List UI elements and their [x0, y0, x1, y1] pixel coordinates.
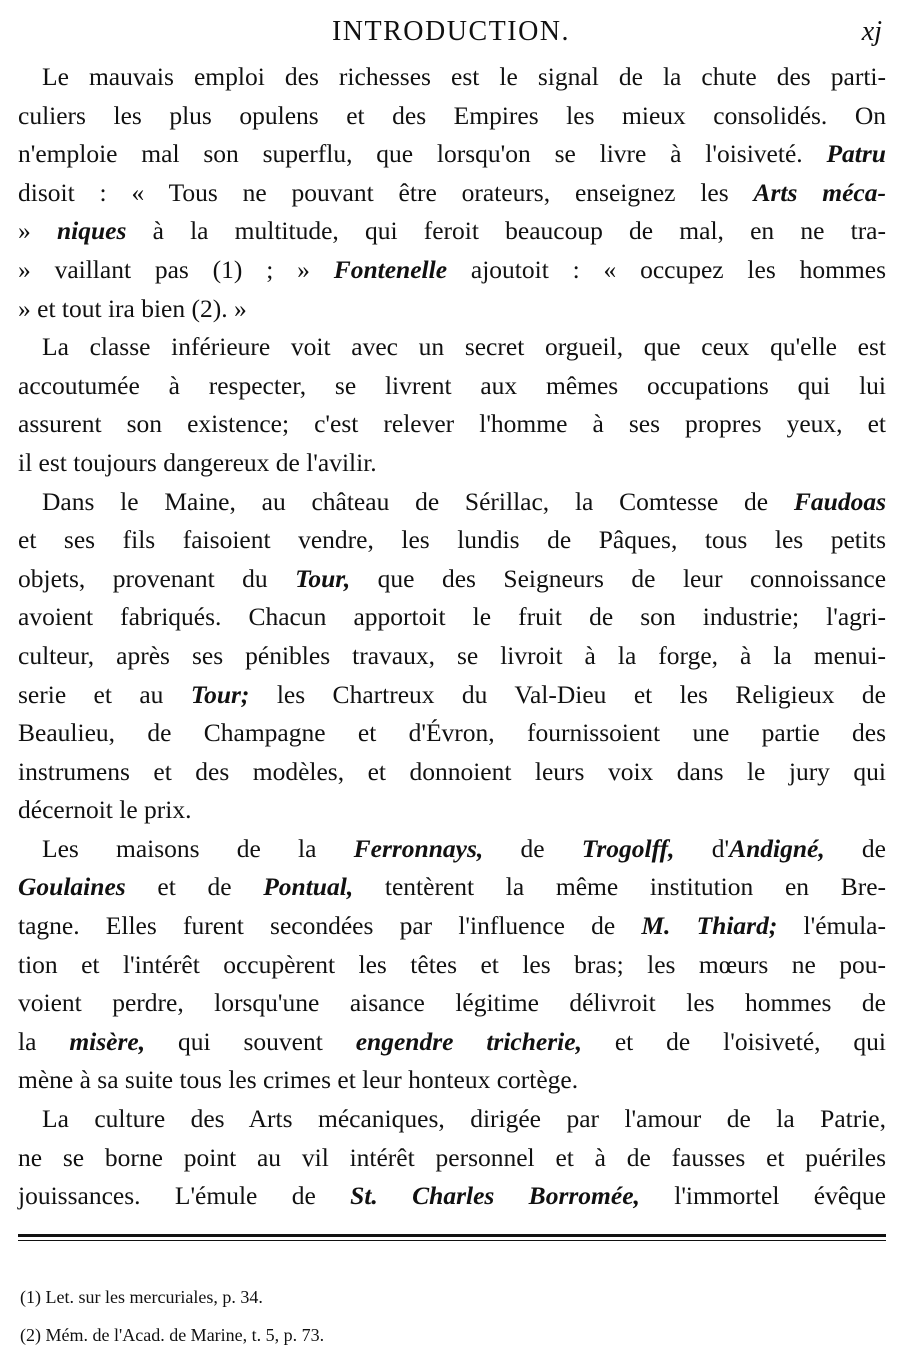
- text-line: [18, 97, 886, 136]
- text-run: instrumens et des modèles, et donnoient leurs voix dans le jury qui: [18, 756, 886, 786]
- text-line: [18, 791, 886, 830]
- text-run: tagne. Elles furent secondées par l'influence de: [18, 911, 642, 941]
- text-line: [18, 1061, 886, 1100]
- text-run: que des Seigneurs de leur connoissance: [350, 563, 887, 593]
- text-line: [18, 753, 886, 792]
- text-line: [18, 58, 886, 97]
- italic-term: Andigné,: [729, 833, 825, 863]
- text-run: assurent son existence; c'est relever l'homme à ses propres yeux, et: [18, 409, 886, 439]
- footnote-rule: [18, 1234, 886, 1237]
- text-line: [18, 907, 886, 946]
- italic-term: Ferronnays,: [353, 833, 484, 863]
- text-run: » vaillant pas (1) ; »: [18, 254, 334, 284]
- text-run: décernoit le prix.: [18, 795, 192, 825]
- text-line: [18, 328, 886, 367]
- text-line: [18, 367, 886, 406]
- text-run: disoit : « Tous ne pouvant être orateurs, enseignez les: [18, 177, 754, 207]
- text-run: et ses fils faisoient vendre, les lundis de Pâques, tous les petits: [18, 525, 886, 555]
- italic-term: Trogolff,: [581, 833, 675, 863]
- text-line: [18, 946, 886, 985]
- italic-term: M. Thiard;: [641, 911, 778, 941]
- page-title: INTRODUCTION.: [331, 16, 571, 47]
- text-line: [18, 598, 886, 637]
- text-run: les Chartreux du Val-Dieu et les Religieux de: [249, 679, 886, 709]
- paragraph: [18, 483, 886, 830]
- paragraph: [18, 328, 886, 482]
- italic-term: Goulaines: [18, 872, 126, 902]
- paragraph: [18, 830, 886, 1100]
- text-run: culteur, après ses pénibles travaux, se livroit à la forge, à la menui-: [18, 640, 886, 670]
- main-text: [18, 58, 886, 1216]
- text-run: » et tout ira bien (2). »: [18, 293, 247, 323]
- footnotes: [20, 1278, 324, 1354]
- text-run: serie et au: [18, 679, 191, 709]
- text-line: [18, 174, 886, 213]
- text-run: il est toujours dangereux de l'avilir.: [18, 447, 377, 477]
- italic-term: Fontenelle: [333, 254, 448, 284]
- text-line: [18, 560, 886, 599]
- running-header: [18, 12, 884, 52]
- text-run: objets, provenant du: [18, 563, 296, 593]
- text-line: [18, 483, 886, 522]
- text-run: Beaulieu, de Champagne et d'Évron, fournissoient une partie des: [18, 718, 886, 748]
- text-run: ne se borne point au vil intérêt personnel et à de fausses et puériles: [18, 1142, 886, 1172]
- footnote-1: (1) Let. sur les mercuriales, p. 34.: [20, 1287, 263, 1307]
- footnote-rule-thin: [18, 1240, 886, 1241]
- text-run: accoutumée à respecter, se livrent aux mêmes occupations qui lui: [18, 370, 886, 400]
- text-run: la: [18, 1026, 70, 1056]
- text-run: l'immortel évêque: [639, 1181, 886, 1211]
- text-run: tion et l'intérêt occupèrent les têtes et les bras; les mœurs ne pou-: [18, 949, 886, 979]
- text-line: [18, 444, 886, 483]
- text-run: ajoutoit : « occupez les hommes: [447, 254, 886, 284]
- text-run: n'emploie mal son superflu, que lorsqu'on se livre à l'oisiveté.: [18, 139, 827, 169]
- text-line: [18, 676, 886, 715]
- text-run: de: [824, 833, 886, 863]
- italic-term: engendre tricherie,: [355, 1026, 582, 1056]
- text-run: jouissances. L'émule de: [18, 1181, 351, 1211]
- text-line: [18, 251, 886, 290]
- text-line: [18, 830, 886, 869]
- text-run: d': [674, 833, 730, 863]
- text-run: La classe inférieure voit avec un secret orgueil, que ceux qu'elle est: [42, 332, 886, 362]
- text-run: et de: [125, 872, 264, 902]
- text-run: et de l'oisiveté, qui: [581, 1026, 886, 1056]
- text-line: [18, 212, 886, 251]
- italic-term: Tour;: [190, 679, 250, 709]
- italic-term: niques: [56, 216, 127, 246]
- text-line: [18, 984, 886, 1023]
- paragraph: [18, 58, 886, 328]
- text-line: [18, 1177, 886, 1216]
- text-run: Les maisons de la: [42, 833, 354, 863]
- text-line: [18, 405, 886, 444]
- italic-term: St. Charles Borromée,: [350, 1181, 640, 1211]
- italic-term: Pontual,: [263, 872, 354, 902]
- footnote-2: (2) Mém. de l'Acad. de Marine, t. 5, p. 73.: [20, 1325, 325, 1345]
- text-run: de: [483, 833, 582, 863]
- text-line: [18, 135, 886, 174]
- text-run: qui souvent: [145, 1026, 356, 1056]
- text-line: [18, 521, 886, 560]
- text-run: tentèrent la même institution en Bre-: [353, 872, 886, 902]
- text-run: »: [18, 216, 57, 246]
- text-line: [18, 637, 886, 676]
- text-run: La culture des Arts mécaniques, dirigée par l'amour de la Patrie,: [42, 1104, 886, 1134]
- text-run: Dans le Maine, au château de Sérillac, la Comtesse de: [42, 486, 794, 516]
- text-line: [18, 1139, 886, 1178]
- text-run: voient perdre, lorsqu'une aisance légitime délivroit les hommes de: [18, 988, 886, 1018]
- page-number: xj: [861, 16, 882, 47]
- text-run: l'émula-: [777, 911, 886, 941]
- text-run: avoient fabriqués. Chacun apportoit le fruit de son industrie; l'agri-: [18, 602, 886, 632]
- paragraph: [18, 1100, 886, 1216]
- italic-term: Patru: [826, 139, 886, 169]
- text-run: culiers les plus opulens et des Empires les mieux consolidés. On: [18, 100, 886, 130]
- text-line: [18, 868, 886, 907]
- text-line: [18, 290, 886, 329]
- italic-term: Arts méca-: [753, 177, 886, 207]
- text-line: [18, 1023, 886, 1062]
- text-run: mène à sa suite tous les crimes et leur honteux cortège.: [18, 1065, 579, 1095]
- text-line: [18, 714, 886, 753]
- italic-term: Faudoas: [793, 486, 886, 516]
- italic-term: misère,: [69, 1026, 146, 1056]
- text-line: [18, 1100, 886, 1139]
- text-run: Le mauvais emploi des richesses est le signal de la chute des parti-: [42, 62, 886, 91]
- italic-term: Tour,: [295, 563, 351, 593]
- text-run: à la multitude, qui feroit beaucoup de mal, en ne tra-: [126, 216, 886, 246]
